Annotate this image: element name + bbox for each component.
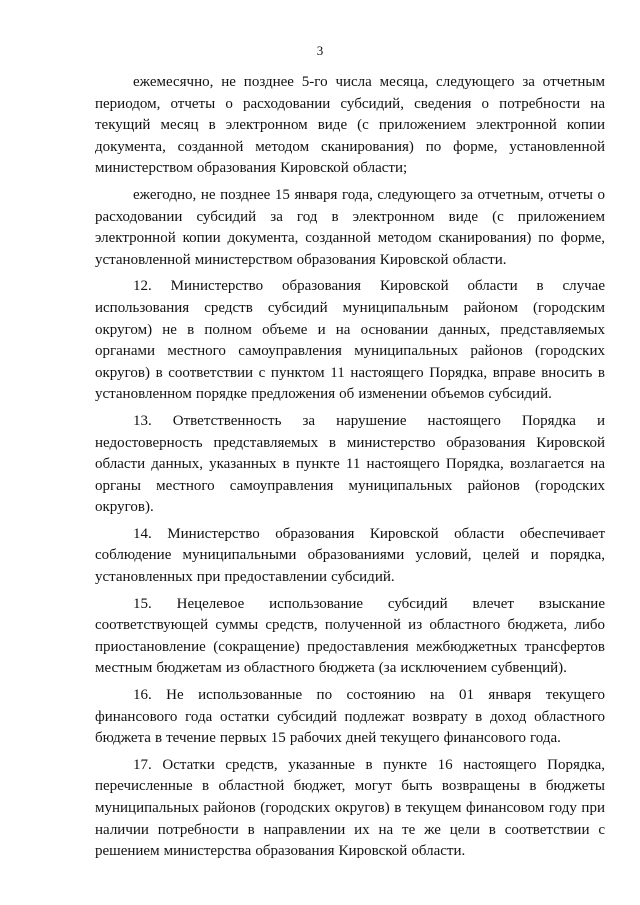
paragraph-16: 16. Не использованные по состоянию на 01 января текущего финансового года остатки субсидий подлежат возврату в доход областного бюджета в течение первых 15 рабочих дней текущего финансового года. [95,687,605,747]
paragraph-13: 13. Ответственность за нарушение настоящего Порядка и недостоверность представляемых в министерство образования Кировской области данных, указанных в пункте 11 настоящего Порядка, возлагается на органы местного самоуправления муниципальных районов (городских округов). [95,412,605,516]
paragraph-14: 14. Министерство образования Кировской области обеспечивает соблюдение муниципальными образованиями условий, целей и порядка, установленных при предоставлении субсидий. [95,525,605,586]
document-body [95,72,605,868]
paragraph-15: 15. Нецелевое использование субсидий влечет взыскание соответствующей суммы средств, полученной из областного бюджета, либо приостановление (сокращение) предоставления межбюджетных трансфертов местным бюджетам из областного бюджета (за исключением субвенций). [95,595,605,677]
paragraph-monthly-reports: ежемесячно, не позднее 5-го числа месяца, следующего за отчетным периодом, отчеты о расходовании субсидий, сведения о потребности на текущий месяц в электронном виде (с приложением электронной копии документа, созданной методом сканирования) по форме, установленной министерством образования Кировской области; [95,74,605,177]
page-number: 3 [316,43,324,58]
paragraph-annual-reports: ежегодно, не позднее 15 января года, следующего за отчетным, отчеты о расходовании субсидий за год в электронном виде (с приложением электронной копии документа, созданной методом сканирования) по форме, установленной министерством образования Кировской области. [95,186,605,268]
paragraph-12: 12. Министерство образования Кировской области в случае использования средств субсидий муниципальным районом (городским округом) не в полном объеме и на основании данных, представляемых органами местного самоуправления муниципальных районов (городских округов) в соответствии с пунктом 11 настоящего Порядка, вправе вносить в установленном порядке предложения об изменении объемов субсидий. [95,278,605,403]
paragraph-17: 17. Остатки средств, указанные в пункте 16 настоящего Порядка, перечисленные в областной бюджет, могут быть возвращены в бюджеты муниципальных районов (городских округов) в текущем финансовом году при наличии потребности в направлении их на те же цели в соответствии с решением министерства образования Кировской области. [95,756,605,860]
